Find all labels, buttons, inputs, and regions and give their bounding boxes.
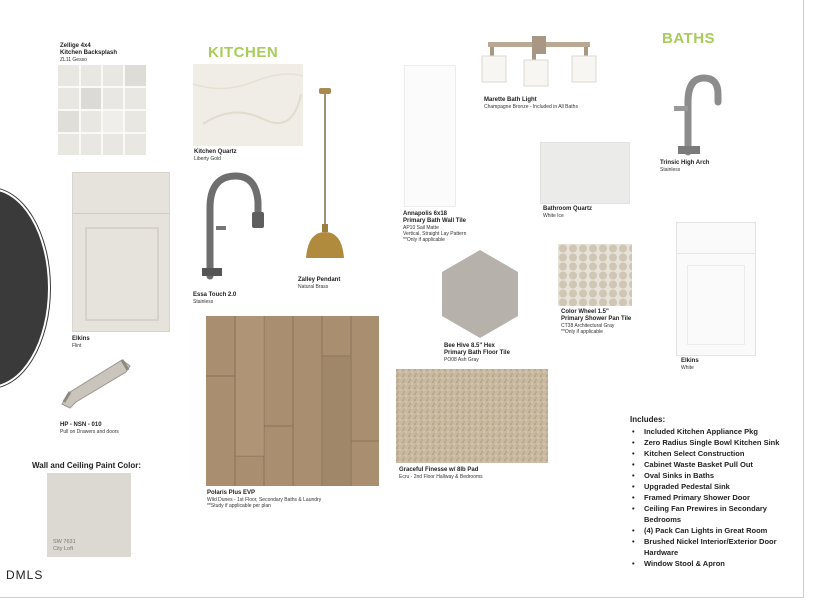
polaris-title: Polaris Plus EVP bbox=[207, 490, 256, 496]
paint-label: Wall and Ceiling Paint Color: bbox=[32, 461, 142, 470]
hp-pull-sub: Pull on Drawers and doors bbox=[60, 429, 119, 435]
dmls-watermark: DMLS bbox=[6, 568, 44, 582]
kitchen-faucet-image bbox=[196, 168, 266, 280]
annapolis-sub: AP10 Sail Matte Vertical, Straight Lay Pattern **Only if applicable bbox=[403, 225, 467, 243]
hp-pull-caption bbox=[60, 422, 160, 435]
hp-pull-title: HP - NSN - 010 bbox=[60, 422, 102, 428]
essa-touch-title: Essa Touch 2.0 bbox=[193, 292, 237, 298]
includes-item: • Brushed Nickel Interior/Exterior Door Hardware bbox=[644, 536, 802, 558]
bee-hive-hex-tile-image bbox=[440, 248, 520, 340]
elkins-flint-cabinet-image bbox=[72, 172, 170, 332]
zalley-pendant-sub: Natural Brass bbox=[298, 284, 329, 290]
pendant-light-image bbox=[300, 88, 350, 263]
zalley-pendant-title: Zalley Pendant bbox=[298, 277, 341, 283]
bathroom-quartz-title: Bathroom Quartz bbox=[543, 206, 593, 212]
annapolis-wall-tile-image bbox=[404, 65, 456, 207]
includes-item: • (4) Pack Can Lights in Great Room bbox=[644, 525, 802, 536]
includes-title: Includes: bbox=[630, 415, 666, 424]
graceful-sub: Ecru - 2nd Floor Hallway & Bedrooms bbox=[399, 474, 483, 480]
essa-touch-caption bbox=[193, 292, 273, 305]
color-wheel-caption bbox=[561, 309, 681, 335]
elkins-flint-caption bbox=[72, 336, 152, 349]
cabinet-top-panel bbox=[73, 173, 169, 214]
elkins-white-title: Elkins bbox=[681, 358, 699, 364]
trinsic-title: Trinsic High Arch bbox=[660, 160, 710, 166]
paint-swatch bbox=[47, 473, 131, 557]
marette-bath-light-image bbox=[480, 36, 598, 94]
zellige-tile-pattern bbox=[58, 65, 146, 155]
color-wheel-title: Color Wheel 1.5" Primary Shower Pan Tile bbox=[561, 309, 632, 322]
polaris-caption bbox=[207, 490, 357, 509]
zellige-tile-image bbox=[58, 65, 146, 155]
elkins-flint-sub: Flint bbox=[72, 343, 82, 349]
includes-item: • Window Stool & Apron bbox=[644, 558, 802, 569]
kitchen-quartz-sub: Liberty Gold bbox=[194, 156, 221, 162]
baths-heading: BATHS bbox=[662, 30, 716, 47]
carpet-texture bbox=[396, 369, 548, 463]
kitchen-quartz-title: Kitchen Quartz bbox=[194, 149, 237, 155]
elkins-white-sub: White bbox=[681, 365, 694, 371]
bee-hive-sub: PO08 Ash Gray bbox=[444, 357, 479, 363]
color-wheel-sub: CT38 Architectural Gray **Only if applicable bbox=[561, 323, 615, 335]
includes-item: • Ceiling Fan Prewires in Secondary Bedrooms bbox=[644, 503, 802, 525]
essa-touch-sub: Stainless bbox=[193, 299, 214, 305]
includes-item: • Upgraded Pedestal Sink bbox=[644, 481, 802, 492]
zellige-title: Zellige 4x4 Kitchen Backsplash bbox=[60, 43, 118, 56]
cabinet-door-panel bbox=[85, 227, 159, 321]
white-cabinet-top-panel bbox=[677, 223, 755, 254]
includes-item: • Oval Sinks in Baths bbox=[644, 470, 802, 481]
white-cabinet-door-panel bbox=[687, 265, 745, 345]
trinsic-sub: Stainless bbox=[660, 167, 681, 173]
includes-item: • Cabinet Waste Basket Pull Out bbox=[644, 459, 802, 470]
kitchen-quartz-caption bbox=[194, 149, 284, 162]
elkins-white-caption bbox=[681, 358, 741, 371]
polaris-evp-flooring-image bbox=[206, 316, 379, 486]
hex-mosaic-pattern bbox=[558, 244, 632, 306]
annapolis-title: Annapolis 6x18 Primary Bath Wall Tile bbox=[403, 211, 467, 224]
paint-swatch-label: SW 7631 City Loft bbox=[53, 539, 76, 552]
zellige-sub: ZL11 Gesso bbox=[60, 57, 87, 63]
includes-item: • Framed Primary Shower Door bbox=[644, 492, 802, 503]
kitchen-heading: KITCHEN bbox=[208, 44, 279, 61]
pull-handle-image bbox=[56, 352, 136, 412]
graceful-finesse-carpet-image bbox=[396, 369, 548, 463]
bathroom-quartz-sub: White Ice bbox=[543, 213, 564, 219]
elkins-white-cabinet-image bbox=[676, 222, 756, 356]
graceful-title: Graceful Finesse w/ 8lb Pad bbox=[399, 467, 479, 473]
annapolis-caption bbox=[403, 211, 513, 243]
bee-hive-caption bbox=[444, 343, 564, 363]
marette-title: Marette Bath Light bbox=[484, 97, 537, 103]
includes-item: • Kitchen Select Construction bbox=[644, 448, 802, 459]
includes-item: • Included Kitchen Appliance Pkg bbox=[644, 426, 802, 437]
color-wheel-mosaic-image bbox=[558, 244, 632, 306]
zellige-caption bbox=[60, 43, 180, 63]
polaris-sub: Wild Dunes - 1st Floor, Secondary Baths & Laundry **Study if applicable per plan bbox=[207, 497, 322, 509]
graceful-caption bbox=[399, 467, 549, 480]
bath-faucet-image bbox=[668, 72, 728, 156]
marette-caption bbox=[484, 97, 614, 110]
decorative-circle bbox=[0, 188, 50, 388]
bathroom-quartz-image bbox=[540, 142, 630, 204]
wood-plank-pattern bbox=[206, 316, 379, 486]
marette-sub: Champagne Bronze - Included in All Baths bbox=[484, 104, 578, 110]
bathroom-quartz-caption bbox=[543, 206, 633, 219]
includes-item: • Zero Radius Single Bowl Kitchen Sink bbox=[644, 437, 802, 448]
bee-hive-title: Bee Hive 8.5" Hex Primary Bath Floor Tile bbox=[444, 343, 510, 356]
elkins-flint-title: Elkins bbox=[72, 336, 90, 342]
kitchen-quartz-image bbox=[193, 64, 303, 146]
includes-list bbox=[630, 415, 802, 569]
zalley-pendant-caption bbox=[298, 277, 378, 290]
trinsic-caption bbox=[660, 160, 750, 173]
kitchen-quartz-texture bbox=[193, 64, 303, 146]
